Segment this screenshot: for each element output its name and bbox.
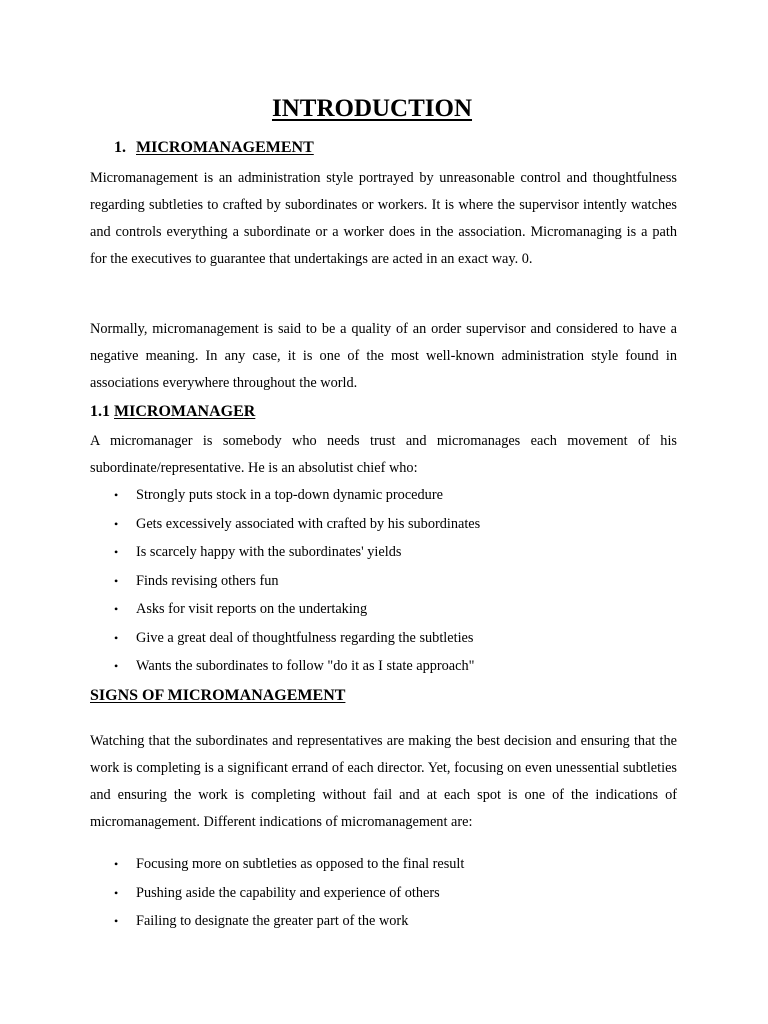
bullet-icon: • bbox=[114, 659, 119, 673]
section-heading-signs bbox=[90, 686, 345, 706]
section-heading-text: MICROMANAGEMENT bbox=[136, 139, 314, 156]
section-heading-micromanagement bbox=[114, 138, 314, 158]
paragraph-micromanagement-definition: Micromanagement is an administration style portrayed by unreasonable control and thoughtfulness regarding subtleties to crafted by subordinates or workers. It is where the supervisor intently watches and controls everything a subordinate or a worker does in the association. Micromanaging is a path for the executives to guarantee that undertakings are acted in an exact way. 0. bbox=[90, 170, 677, 267]
list-item: • Failing to designate the greater part of the work bbox=[90, 907, 677, 936]
section-heading-text: SIGNS OF MICROMANAGEMENT bbox=[90, 687, 346, 704]
bullet-icon: • bbox=[114, 602, 119, 616]
document-page bbox=[90, 0, 677, 1024]
bullet-icon: • bbox=[114, 914, 119, 928]
bullet-icon: • bbox=[114, 857, 119, 871]
page-title: INTRODUCTION bbox=[271, 95, 473, 122]
micromanager-traits-list bbox=[90, 481, 677, 681]
section-number: 1. bbox=[114, 139, 126, 156]
list-item: • Strongly puts stock in a top-down dynamic procedure bbox=[90, 481, 677, 510]
list-item: • Asks for visit reports on the undertaking bbox=[90, 595, 677, 624]
list-item: • Wants the subordinates to follow "do it as I state approach" bbox=[90, 652, 677, 681]
bullet-icon: • bbox=[114, 488, 119, 502]
list-item: • Gets excessively associated with crafted by his subordinates bbox=[90, 510, 677, 539]
bullet-icon: • bbox=[114, 573, 119, 588]
bullet-icon: • bbox=[114, 630, 119, 645]
bullet-icon: • bbox=[114, 885, 119, 900]
signs-list bbox=[90, 850, 677, 936]
subsection-heading-text: MICROMANAGER bbox=[114, 403, 256, 420]
subsection-number: 1.1 bbox=[90, 403, 110, 420]
list-item: • Focusing more on subtleties as opposed to the final result bbox=[90, 850, 677, 879]
list-item: • Give a great deal of thoughtfulness regarding the subtleties bbox=[90, 624, 677, 653]
paragraph-micromanager-definition: A micromanager is somebody who needs trust and micromanages each movement of his subordinate/representative. He is an absolutist chief who: bbox=[90, 433, 677, 476]
list-item: • Is scarcely happy with the subordinates' yields bbox=[90, 538, 677, 567]
subsection-heading-micromanager bbox=[90, 402, 255, 422]
paragraph-signs-intro: Watching that the subordinates and representatives are making the best decision and ensuring that the work is completing is a significant errand of each director. Yet, focusing on even unessential subtleties and ensuring the work is completing without fail and at each spot is one of the indications of micromanagement. Different indications of micromanagement are: bbox=[90, 733, 677, 830]
bullet-icon: • bbox=[114, 516, 119, 531]
paragraph-micromanagement-meaning: Normally, micromanagement is said to be a quality of an order supervisor and considered to have a negative meaning. In any case, it is one of the most well-known administration style found in associations everywhere throughout the world. bbox=[90, 321, 677, 391]
list-item: • Pushing aside the capability and experience of others bbox=[90, 879, 677, 908]
bullet-icon: • bbox=[114, 545, 119, 559]
list-item: • Finds revising others fun bbox=[90, 567, 677, 596]
